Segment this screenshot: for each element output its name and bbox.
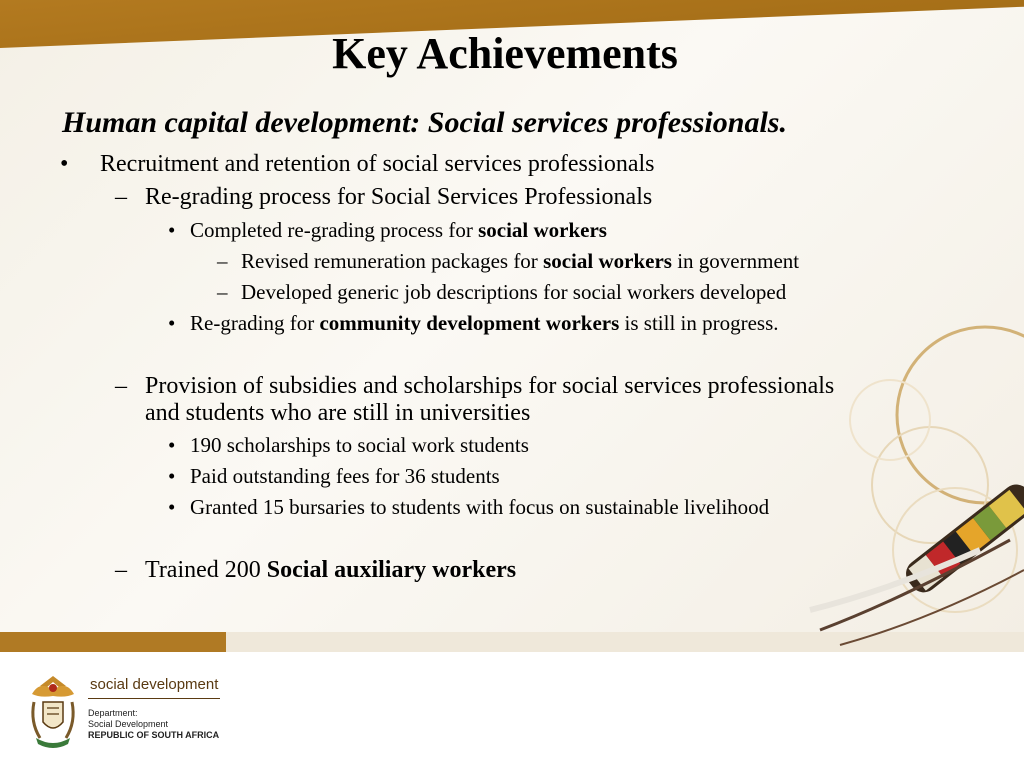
list-item — [115, 557, 517, 584]
beadwork-decoration — [780, 300, 1024, 652]
list-item-text: in government — [671, 249, 800, 273]
bullet-marker: – — [217, 280, 228, 304]
country-name: REPUBLIC OF SOUTH AFRICA — [88, 730, 220, 740]
list-item-text: Trained 200 — [145, 557, 267, 583]
list-item — [115, 184, 653, 211]
list-item-emphasis: social workers — [543, 249, 672, 273]
list-item-emphasis: community development workers — [319, 311, 620, 335]
list-item-emphasis: Social auxiliary workers — [266, 557, 517, 583]
list-item-text: is still in progress. — [619, 311, 779, 335]
bullet-marker: – — [115, 557, 127, 583]
bullet-marker: • — [168, 464, 176, 488]
bullet-marker: • — [168, 495, 176, 519]
list-item-text: and students who are still in universities — [145, 400, 531, 426]
bottom-decor-band-left — [0, 632, 226, 652]
list-item-text: Re-grading process for Social Services Professionals — [145, 184, 653, 210]
footer — [0, 652, 1024, 768]
bullet-marker: – — [217, 249, 228, 273]
list-item — [168, 311, 779, 336]
list-item — [168, 464, 500, 489]
list-item — [217, 280, 787, 305]
list-item-text: Developed generic job descriptions for social workers developed — [241, 280, 787, 304]
department-label: Department: — [88, 708, 138, 718]
list-item-text: Completed re-grading process for — [190, 218, 479, 242]
list-item-text: Revised remuneration packages for — [241, 249, 544, 273]
list-item-text: Granted 15 bursaries to students with focus on sustainable livelihood — [190, 495, 770, 519]
list-item-text: 190 scholarships to social work students — [190, 433, 529, 457]
list-item — [168, 218, 607, 243]
list-item — [60, 151, 655, 178]
list-item — [168, 495, 770, 520]
bullet-marker: – — [115, 184, 127, 210]
list-item — [115, 373, 835, 427]
bullet-marker: • — [168, 433, 176, 457]
bullet-marker: • — [168, 311, 176, 335]
list-item-text: Re-grading for — [190, 311, 320, 335]
slide-title: Key Achievements — [332, 29, 678, 78]
bullet-marker: • — [168, 218, 176, 242]
coat-of-arms-logo — [26, 672, 80, 748]
list-item-text: Provision of subsidies and scholarships for social services professionals — [145, 373, 835, 399]
list-item-text: Paid outstanding fees for 36 students — [190, 464, 500, 488]
bullet-marker: – — [115, 373, 127, 399]
brand-underline — [88, 698, 220, 699]
bullet-marker: • — [60, 151, 69, 177]
list-item-text: Recruitment and retention of social services professionals — [100, 151, 655, 177]
list-item — [217, 249, 800, 274]
list-item-emphasis: social workers — [478, 218, 607, 242]
slide-subtitle: Human capital development: Social services professionals. — [62, 106, 787, 139]
list-item — [168, 433, 529, 458]
brand-name: social development — [90, 676, 219, 693]
department-name: Social Development — [88, 719, 169, 729]
